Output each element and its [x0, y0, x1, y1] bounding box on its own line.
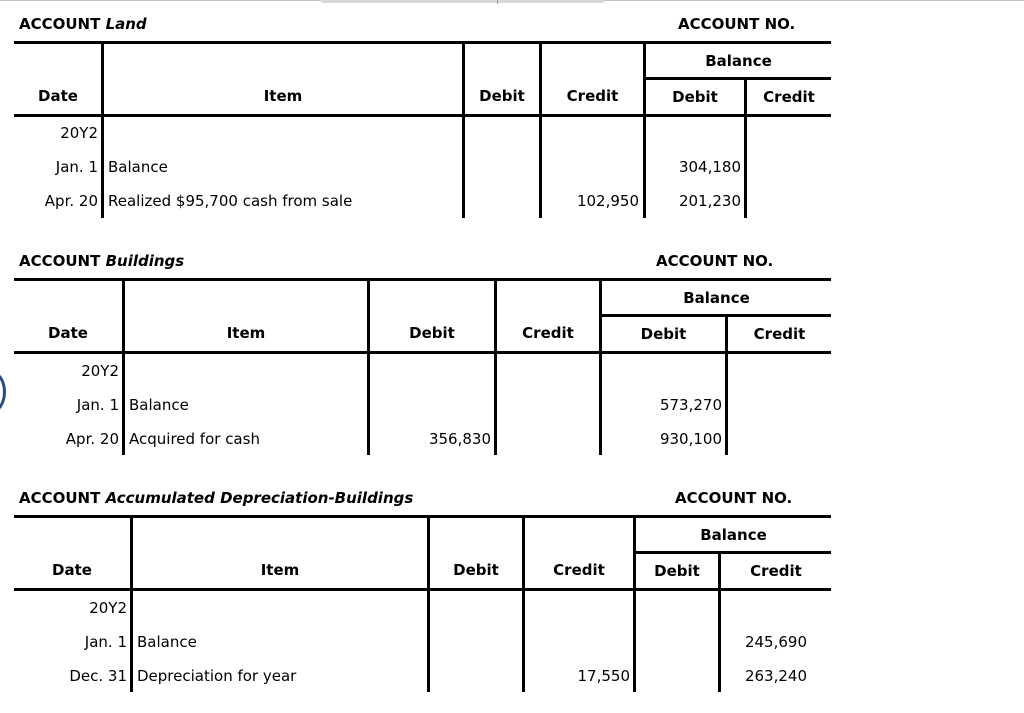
header-balance-debit: Debit [672, 88, 718, 106]
header-balance-credit: Credit [753, 325, 806, 343]
year-label: 20Y2 [89, 599, 127, 617]
account-no-label: ACCOUNT NO. [678, 15, 796, 33]
header-balance-debit: Debit [654, 562, 700, 580]
row-balance-debit: 201,230 [678, 192, 741, 210]
account-name: Land [105, 15, 147, 33]
header-balance-debit: Debit [640, 325, 687, 343]
account-title-prefix: ACCOUNT [19, 489, 101, 507]
account-title [19, 489, 413, 507]
header-item: Item [226, 324, 266, 342]
row-balance-debit: 304,180 [678, 158, 741, 176]
header-balance: Balance [700, 526, 767, 544]
account-title-prefix: ACCOUNT [19, 15, 101, 33]
row-item: Balance [137, 633, 197, 651]
header-date: Date [48, 324, 88, 342]
header-balance-credit: Credit [763, 88, 815, 106]
header-bottom-rule [14, 588, 831, 591]
header-balance-credit: Credit [750, 562, 802, 580]
row-balance-debit: 573,270 [659, 396, 722, 414]
row-item: Balance [108, 158, 168, 176]
row-date: Dec. 31 [69, 667, 127, 685]
header-top-rule [14, 515, 831, 518]
row-balance-debit: 930,100 [659, 430, 722, 448]
header-credit: Credit [566, 87, 619, 105]
year-label: 20Y2 [81, 362, 119, 380]
account-name: Buildings [105, 252, 185, 270]
body-divider [427, 590, 430, 692]
header-credit: Credit [553, 561, 605, 579]
account-no-label: ACCOUNT NO. [675, 489, 793, 507]
row-credit: 17,550 [577, 667, 630, 685]
header-debit: Debit [479, 87, 525, 105]
body-divider [633, 590, 636, 692]
row-item: Balance [129, 396, 189, 414]
row-debit: 356,830 [428, 430, 491, 448]
row-date: Apr. 20 [44, 192, 98, 210]
header-item: Item [260, 561, 300, 579]
row-item: Realized $95,700 cash from sale [108, 192, 353, 210]
account-title-prefix: ACCOUNT [19, 252, 101, 270]
header-debit: Debit [409, 324, 455, 342]
row-date: Apr. 20 [65, 430, 119, 448]
header-date: Date [38, 87, 78, 105]
row-date: Jan. 1 [55, 158, 98, 176]
header-date: Date [52, 561, 92, 579]
account-no-label: ACCOUNT NO. [656, 252, 774, 270]
row-balance-credit: 263,240 [744, 667, 807, 685]
row-date: Jan. 1 [84, 633, 127, 651]
row-balance-credit: 245,690 [744, 633, 807, 651]
body-divider [130, 590, 133, 692]
row-date: Jan. 1 [76, 396, 119, 414]
row-item: Acquired for cash [129, 430, 260, 448]
header-balance: Balance [683, 289, 750, 307]
row-credit: 102,950 [576, 192, 639, 210]
header-balance: Balance [705, 52, 772, 70]
balance-sub-rule [635, 551, 831, 554]
header-item: Item [263, 87, 303, 105]
year-label: 20Y2 [60, 124, 98, 142]
header-debit: Debit [453, 561, 499, 579]
account-name: Accumulated Depreciation-Buildings [105, 489, 414, 507]
header-credit: Credit [522, 324, 574, 342]
row-item: Depreciation for year [137, 667, 297, 685]
